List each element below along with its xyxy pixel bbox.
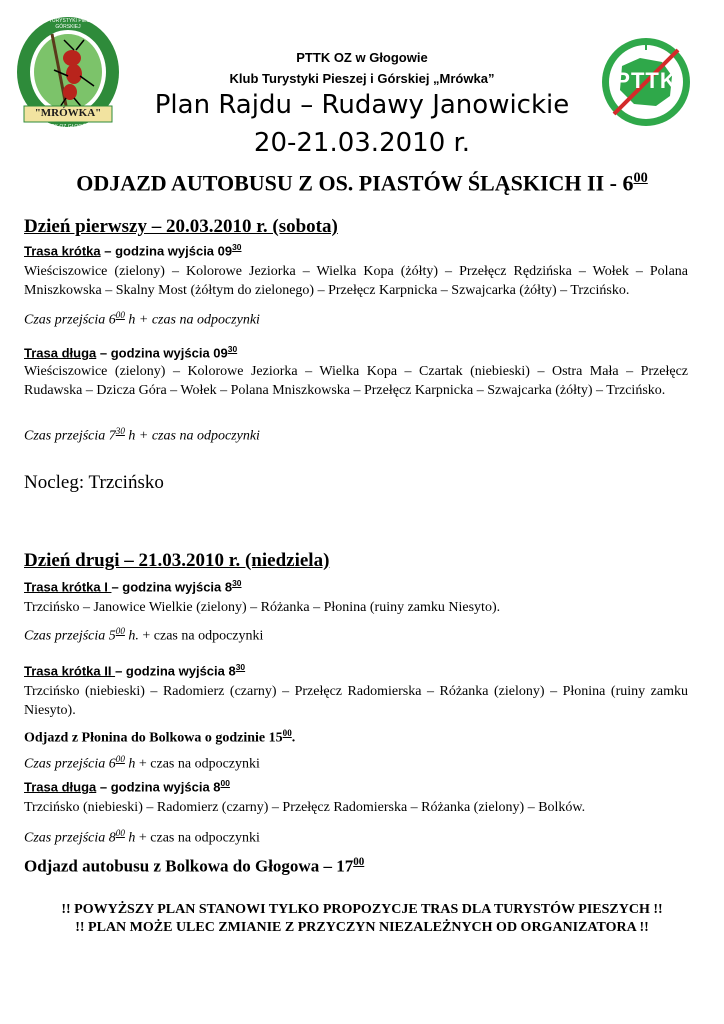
day1-long-rest: – godzina wyjścia 09 bbox=[96, 345, 228, 361]
day2-long-rest: – godzina wyjścia 8 bbox=[96, 779, 221, 795]
day1-short-rest: – godzina wyjścia 09 bbox=[100, 243, 233, 259]
day2-title: Dzień drugi – 21.03.2010 r. (niedziela) bbox=[24, 550, 330, 571]
time-post: + czas na odpoczynki bbox=[138, 628, 264, 644]
logo-ring-text: KLUB TURYSTYKI PIESZEJ I GÓRSKIEJ bbox=[34, 18, 102, 30]
note-sup: 00 bbox=[282, 728, 292, 738]
club-name: Klub Turystyki Pieszej i Górskiej „Mrówka” bbox=[229, 71, 495, 86]
day2-short2-label: Trasa krótka II bbox=[24, 663, 116, 679]
day1-long-sup: 30 bbox=[227, 344, 238, 354]
closing-sup: 00 bbox=[353, 856, 365, 868]
departure-heading bbox=[0, 170, 724, 196]
time-post: + czas na odpoczynki bbox=[135, 756, 260, 772]
departure-text: ODJAZD AUTOBUSU Z OS. PIASTÓW ŚLĄSKICH II - 6 bbox=[76, 170, 634, 196]
day2-short1-rest: – godzina wyjścia 8 bbox=[111, 579, 233, 595]
warning-line-2: !! PLAN MOŻE ULEC ZMIANIE Z PRZYCZYN NIEZALEŻNYCH OD ORGANIZATORA !! bbox=[75, 920, 649, 935]
day2-short2-rest: – godzina wyjścia 8 bbox=[115, 663, 236, 679]
closing-pre: Odjazd autobusu z Bolkowa do Głogowa – 17 bbox=[24, 856, 354, 876]
day1-short-heading bbox=[24, 242, 242, 258]
day1-short-label: Trasa krótka bbox=[24, 243, 101, 259]
logo-sub: PTTK OZ GŁOGÓW bbox=[45, 124, 91, 130]
time-post: h + czas na odpoczynki bbox=[124, 312, 260, 328]
day2-short1-sup: 30 bbox=[232, 578, 242, 588]
day2-short1-time bbox=[24, 626, 263, 645]
day2-plonina-departure bbox=[24, 728, 295, 747]
warning-line-1: !! POWYŻSZY PLAN STANOWI TYLKO PROPOZYCJE TRAS DLA TURYSTÓW PIESZYCH !! bbox=[61, 902, 663, 917]
organization-name: PTTK OZ w Głogowie bbox=[296, 50, 428, 65]
event-dates: 20-21.03.2010 r. bbox=[253, 128, 471, 158]
day2-short2-heading bbox=[24, 662, 245, 678]
day1-long-route: Wieściszowice (zielony) – Kolorowe Jeziorka – Wielka Kopa – Czartak (niebieski) – Ostra Mała – Przełęcz Rudawska – Dzicza Góra – Wołek – Polana Mniszkowska – Przełęcz Karpnicka – Szwajcarka (żółty) – Trzcińsko. bbox=[24, 364, 688, 398]
time-mid: h bbox=[124, 756, 136, 772]
time-pre: Czas przejścia 8 bbox=[24, 830, 116, 846]
day2-short1-label: Trasa krótka I bbox=[24, 579, 112, 595]
day2-long-route: Trzcińsko (niebieski) – Radomierz (czarny) – Przełęcz Radomierska – Różanka (zielony) – Bolków. bbox=[24, 800, 586, 815]
day2-short1-route: Trzcińsko – Janowice Wielkie (zielony) – Różanka – Płonina (ruiny zamku Niesyto). bbox=[24, 600, 501, 615]
note-post: . bbox=[291, 730, 296, 746]
time-sup: 30 bbox=[115, 426, 125, 436]
time-pre: Czas przejścia 6 bbox=[24, 756, 116, 772]
time-pre: Czas przejścia 7 bbox=[24, 428, 116, 444]
day2-short2-sup: 30 bbox=[235, 662, 246, 672]
time-pre: Czas przejścia 6 bbox=[24, 312, 116, 328]
time-post: h + czas na odpoczynki bbox=[124, 428, 260, 444]
day1-short-time bbox=[24, 310, 260, 329]
day1-short-sup: 30 bbox=[232, 242, 242, 252]
time-sup: 00 bbox=[115, 310, 125, 320]
time-mid: h bbox=[124, 830, 136, 846]
day2-long-sup: 00 bbox=[220, 778, 230, 788]
time-pre: Czas przejścia 5 bbox=[24, 628, 116, 644]
day1-long-label: Trasa długa bbox=[24, 345, 97, 361]
day1-long-heading bbox=[24, 344, 237, 360]
departure-sup: 00 bbox=[633, 170, 648, 186]
time-mid: h. bbox=[124, 628, 139, 644]
pttk-logo-text: PTTK bbox=[615, 68, 677, 93]
closing-departure bbox=[24, 856, 364, 877]
time-sup: 00 bbox=[115, 626, 125, 636]
day2-long-time bbox=[24, 828, 260, 847]
page-title: Plan Rajdu – Rudawy Janowickie bbox=[154, 90, 570, 120]
logo-banner: "MRÓWKA" bbox=[34, 107, 102, 119]
day2-short2-route: Trzcińsko (niebieski) – Radomierz (czarny) – Przełęcz Radomierska – Różanka (zielony) – Płonina (ruiny zamku Niesyto). bbox=[24, 684, 688, 718]
time-sup: 00 bbox=[115, 754, 125, 764]
day1-title: Dzień pierwszy – 20.03.2010 r. (sobota) bbox=[24, 216, 338, 237]
day1-short-route: Wieściszowice (zielony) – Kolorowe Jeziorka – Wielka Kopa (żółty) – Przełęcz Rędzińska – Wołek – Polana Mniszkowska – Skalny Most (żółtym do zielonego) – Przełęcz Karpnicka – Szwajcarka (żółty) – Trzcińsko. bbox=[24, 264, 688, 298]
day1-long-time bbox=[24, 426, 260, 445]
time-sup: 00 bbox=[115, 828, 125, 838]
time-post: + czas na odpoczynki bbox=[135, 830, 260, 846]
day2-short2-time bbox=[24, 754, 260, 773]
day2-long-label: Trasa długa bbox=[24, 779, 97, 795]
overnight: Nocleg: Trzcińsko bbox=[24, 472, 164, 493]
day2-long-heading bbox=[24, 778, 230, 794]
day2-short1-heading bbox=[24, 578, 242, 594]
note-pre: Odjazd z Płonina do Bolkowa o godzinie 15 bbox=[24, 730, 283, 746]
